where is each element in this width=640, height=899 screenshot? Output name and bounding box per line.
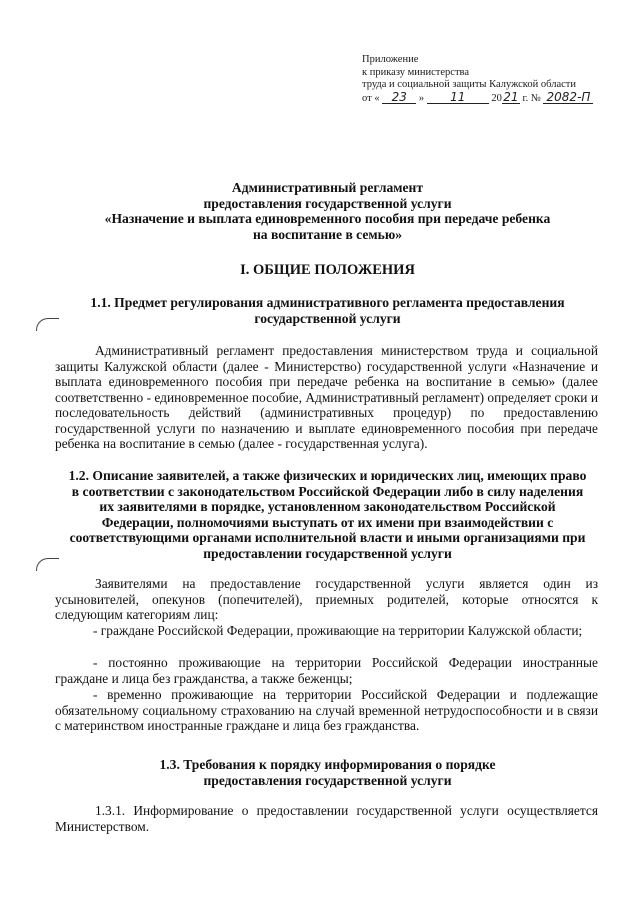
paragraph-bullet-2: - постоянно проживающие на территории Российской Федерации иностранные граждане и лица без гражданства, а также беженцы;: [55, 655, 598, 686]
appendix-block: [362, 54, 632, 105]
paragraph-bullet-3: - временно проживающие на территории Российской Федерации и подлежащие обязательному социальному страхованию на случай временной нетрудоспособности и в связи с материнством иностранные граждане и лица без гражданства.: [55, 687, 598, 733]
paragraph-bullet-1: - граждане Российской Федерации, проживающие на территории Калужской области;: [93, 623, 583, 638]
heading-line: 1.2. Описание заявителей, а также физических и юридических лиц, имеющих право: [68, 468, 587, 483]
appendix-line: труда и социальной защиты Калужской области: [362, 79, 576, 90]
handwritten-year: 21: [503, 89, 519, 104]
heading-line: предоставлении государственной услуги: [203, 545, 452, 561]
subsection-heading-1-2: [55, 468, 600, 561]
heading-line: в соответствии с законодательством Российской Федерации либо в силу наделения: [71, 483, 584, 499]
heading-line: предоставления государственной услуги: [203, 772, 452, 788]
year-prefix: 20: [491, 92, 502, 104]
paragraph-1-2-intro: Заявителями на предоставление государственной услуги является один из усыновителей, опекунов (попечителей), приемных родителей, которые относятся к следующим категориям лиц:: [55, 576, 598, 622]
heading-line: Федерации, полномочиями выступать от их имени при взаимодействии с: [101, 514, 554, 530]
handwritten-day: 23: [382, 92, 416, 104]
handwritten-number: 2082-П: [543, 92, 593, 104]
document-title: [60, 180, 595, 242]
year-unit: г.: [522, 92, 529, 104]
date-mid: »: [418, 92, 425, 104]
paragraph-1-3-1: 1.3.1. Информирование о предоставлении государственной услуги осуществляется Министерством.: [55, 803, 598, 834]
heading-line: соответствующими органами исполнительной власти и иными организациями при: [69, 530, 586, 545]
appendix-line: к приказу министерства: [362, 66, 470, 78]
title-line: на воспитание в семью»: [252, 226, 403, 242]
title-line: предоставления государственной услуги: [203, 195, 452, 211]
heading-line: государственной услуги: [254, 310, 401, 326]
section-heading: I. ОБЩИЕ ПОЛОЖЕНИЯ: [240, 262, 415, 278]
date-prefix: от «: [362, 92, 380, 104]
number-label: №: [530, 92, 541, 104]
heading-line: 1.3. Требования к порядку информирования о порядке: [159, 757, 496, 772]
subsection-heading-1-3: [55, 757, 600, 788]
subsection-heading-1-1: [55, 295, 600, 326]
margin-pencil-mark: [36, 558, 59, 571]
heading-line: 1.1. Предмет регулирования административного регламента предоставления: [90, 295, 565, 310]
appendix-date-line: [362, 89, 632, 106]
paragraph-1-1: Административный регламент предоставления министерством труда и социальной защиты Калужской области (далее - Министерство) государственной услуги «Назначение и выплата единовременного пособия при передаче ребенка на воспитание в семью» (далее соответственно - единовременное пособие, Административный регламент) определяет сроки и последовательность действий (административных процедур) по предоставлению государственной услуги по назначению и выплате единовременного пособия при передаче ребенка на воспитание в семью (далее - государственная услуга).: [55, 343, 598, 451]
handwritten-month: 11: [427, 92, 489, 104]
title-line: Административный регламент: [231, 180, 424, 195]
heading-line: их заявителями в порядке, установленном законодательством Российской: [99, 499, 556, 514]
appendix-line: Приложение: [362, 54, 419, 65]
title-line: «Назначение и выплата единовременного пособия при передаче ребенка: [104, 211, 551, 226]
